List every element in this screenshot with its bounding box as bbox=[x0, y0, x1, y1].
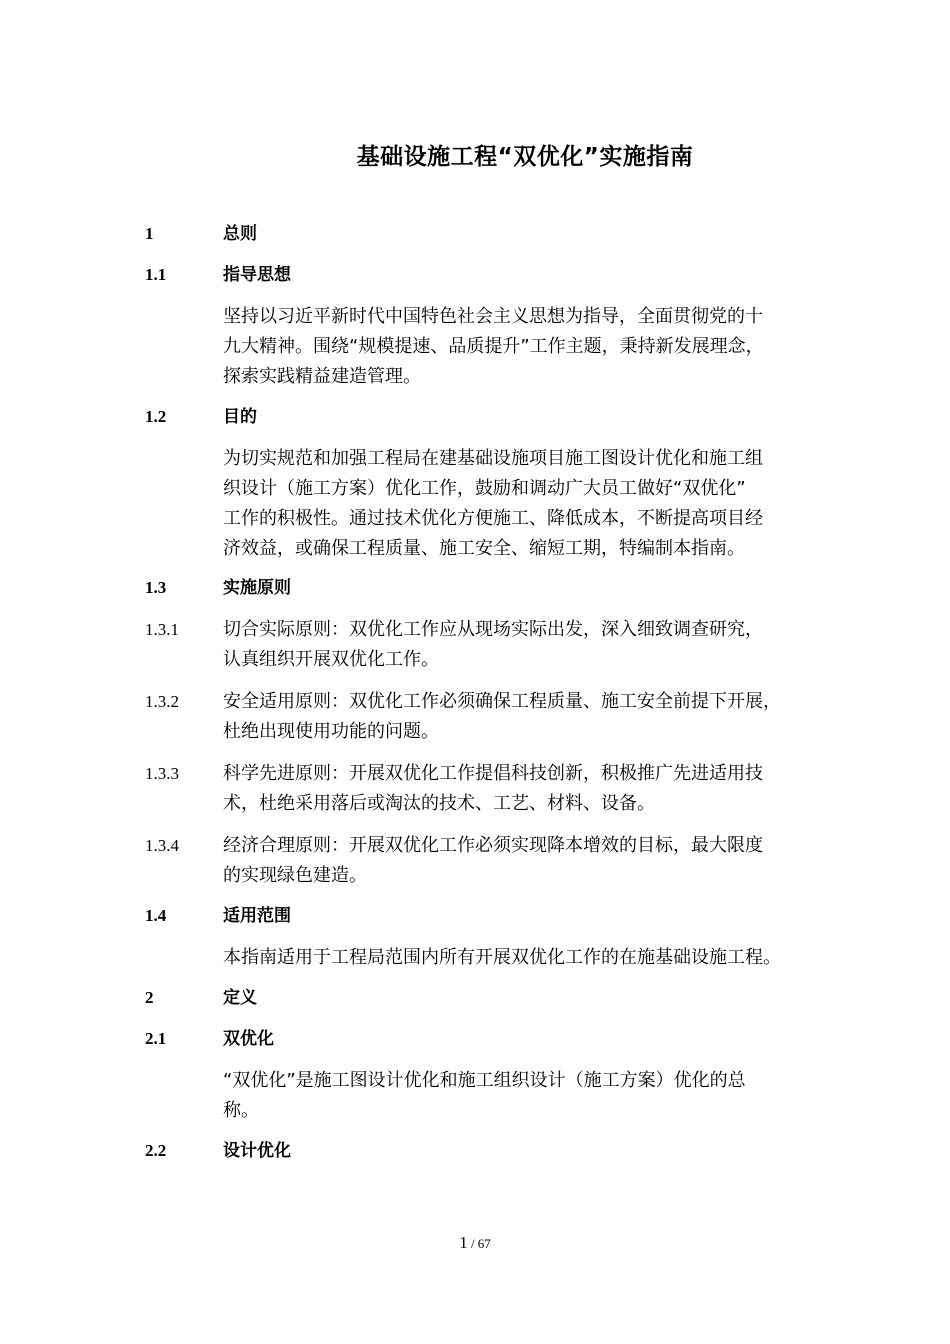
paragraph-line: 切合实际原则：双优化工作应从现场实际出发，深入细致调查研究， bbox=[223, 619, 763, 640]
subsection-text bbox=[223, 759, 823, 819]
subsection-text bbox=[223, 831, 823, 891]
paragraph-line: 安全适用原则：双优化工作必须确保工程质量、施工安全前提下开展， bbox=[223, 691, 781, 712]
paragraph-line: 探索实践精益建造管理。 bbox=[223, 366, 421, 387]
paragraph-line: 经济合理原则：开展双优化工作必须实现降本增效的目标，最大限度 bbox=[223, 835, 763, 856]
section-number: 1.3 bbox=[145, 578, 167, 597]
section-number: 2.1 bbox=[145, 1029, 167, 1048]
section-heading bbox=[0, 1024, 950, 1054]
paragraph bbox=[223, 1066, 823, 1126]
section-number: 1.4 bbox=[145, 906, 167, 925]
paragraph-line: 本指南适用于工程局范围内所有开展双优化工作的在施基础设施工程。 bbox=[223, 947, 781, 968]
section-number: 1 bbox=[145, 224, 154, 243]
subsection-text bbox=[223, 615, 823, 675]
paragraph bbox=[223, 444, 823, 564]
section-number: 2 bbox=[145, 988, 154, 1007]
subsection-number: 1.3.1 bbox=[145, 620, 179, 639]
paragraph-line: 的实现绿色建造。 bbox=[223, 865, 367, 886]
section-title: 双优化 bbox=[223, 1029, 274, 1049]
section-heading bbox=[0, 901, 950, 931]
section-heading bbox=[0, 260, 950, 290]
paragraph-line: 为切实规范和加强工程局在建基础设施项目施工图设计优化和施工组 bbox=[223, 448, 763, 469]
paragraph-line: 九大精神。围绕“规模提速、品质提升”工作主题，秉持新发展理念， bbox=[223, 336, 764, 357]
subsection-text bbox=[223, 687, 823, 747]
section-heading bbox=[0, 402, 950, 432]
section-title: 总则 bbox=[223, 224, 257, 244]
subsection-number: 1.3.3 bbox=[145, 764, 179, 783]
paragraph-line: 称。 bbox=[223, 1100, 259, 1121]
section-number: 1.1 bbox=[145, 265, 167, 284]
paragraph-line: “双优化”是施工图设计优化和施工组织设计（施工方案）优化的总 bbox=[223, 1070, 746, 1091]
page-footer bbox=[0, 1233, 950, 1253]
paragraph-line: 科学先进原则：开展双优化工作提倡科技创新，积极推广先进适用技 bbox=[223, 763, 763, 784]
page-number: 1 bbox=[459, 1233, 468, 1252]
document-title: 基础设施工程“双优化”实施指南 bbox=[356, 144, 694, 170]
paragraph-line: 术，杜绝采用落后或淘汰的技术、工艺、材料、设备。 bbox=[223, 793, 655, 814]
subsection-number: 1.3.4 bbox=[145, 836, 179, 855]
paragraph bbox=[223, 302, 823, 392]
paragraph-line: 织设计（施工方案）优化工作，鼓励和调动广大员工做好“双优化” bbox=[223, 478, 746, 499]
section-heading bbox=[0, 1136, 950, 1166]
section-title: 适用范围 bbox=[223, 906, 291, 926]
subsection-number: 1.3.2 bbox=[145, 692, 179, 711]
page-total: / 67 bbox=[467, 1236, 491, 1251]
section-heading bbox=[0, 219, 950, 249]
paragraph-line: 工作的积极性。通过技术优化方便施工、降低成本，不断提高项目经 bbox=[223, 508, 763, 529]
paragraph-line: 坚持以习近平新时代中国特色社会主义思想为指导，全面贯彻党的十 bbox=[223, 306, 763, 327]
paragraph-line: 认真组织开展双优化工作。 bbox=[223, 649, 439, 670]
section-title: 目的 bbox=[223, 407, 257, 427]
section-heading bbox=[0, 573, 950, 603]
section-title: 指导思想 bbox=[223, 265, 291, 285]
section-heading bbox=[0, 983, 950, 1013]
paragraph bbox=[223, 943, 823, 973]
paragraph-line: 济效益，或确保工程质量、施工安全、缩短工期，特编制本指南。 bbox=[223, 538, 745, 559]
section-number: 2.2 bbox=[145, 1141, 167, 1160]
paragraph-line: 杜绝出现使用功能的问题。 bbox=[223, 721, 439, 742]
section-title: 设计优化 bbox=[223, 1141, 291, 1161]
section-title: 定义 bbox=[223, 988, 257, 1008]
section-number: 1.2 bbox=[145, 407, 167, 426]
section-title: 实施原则 bbox=[223, 578, 291, 598]
